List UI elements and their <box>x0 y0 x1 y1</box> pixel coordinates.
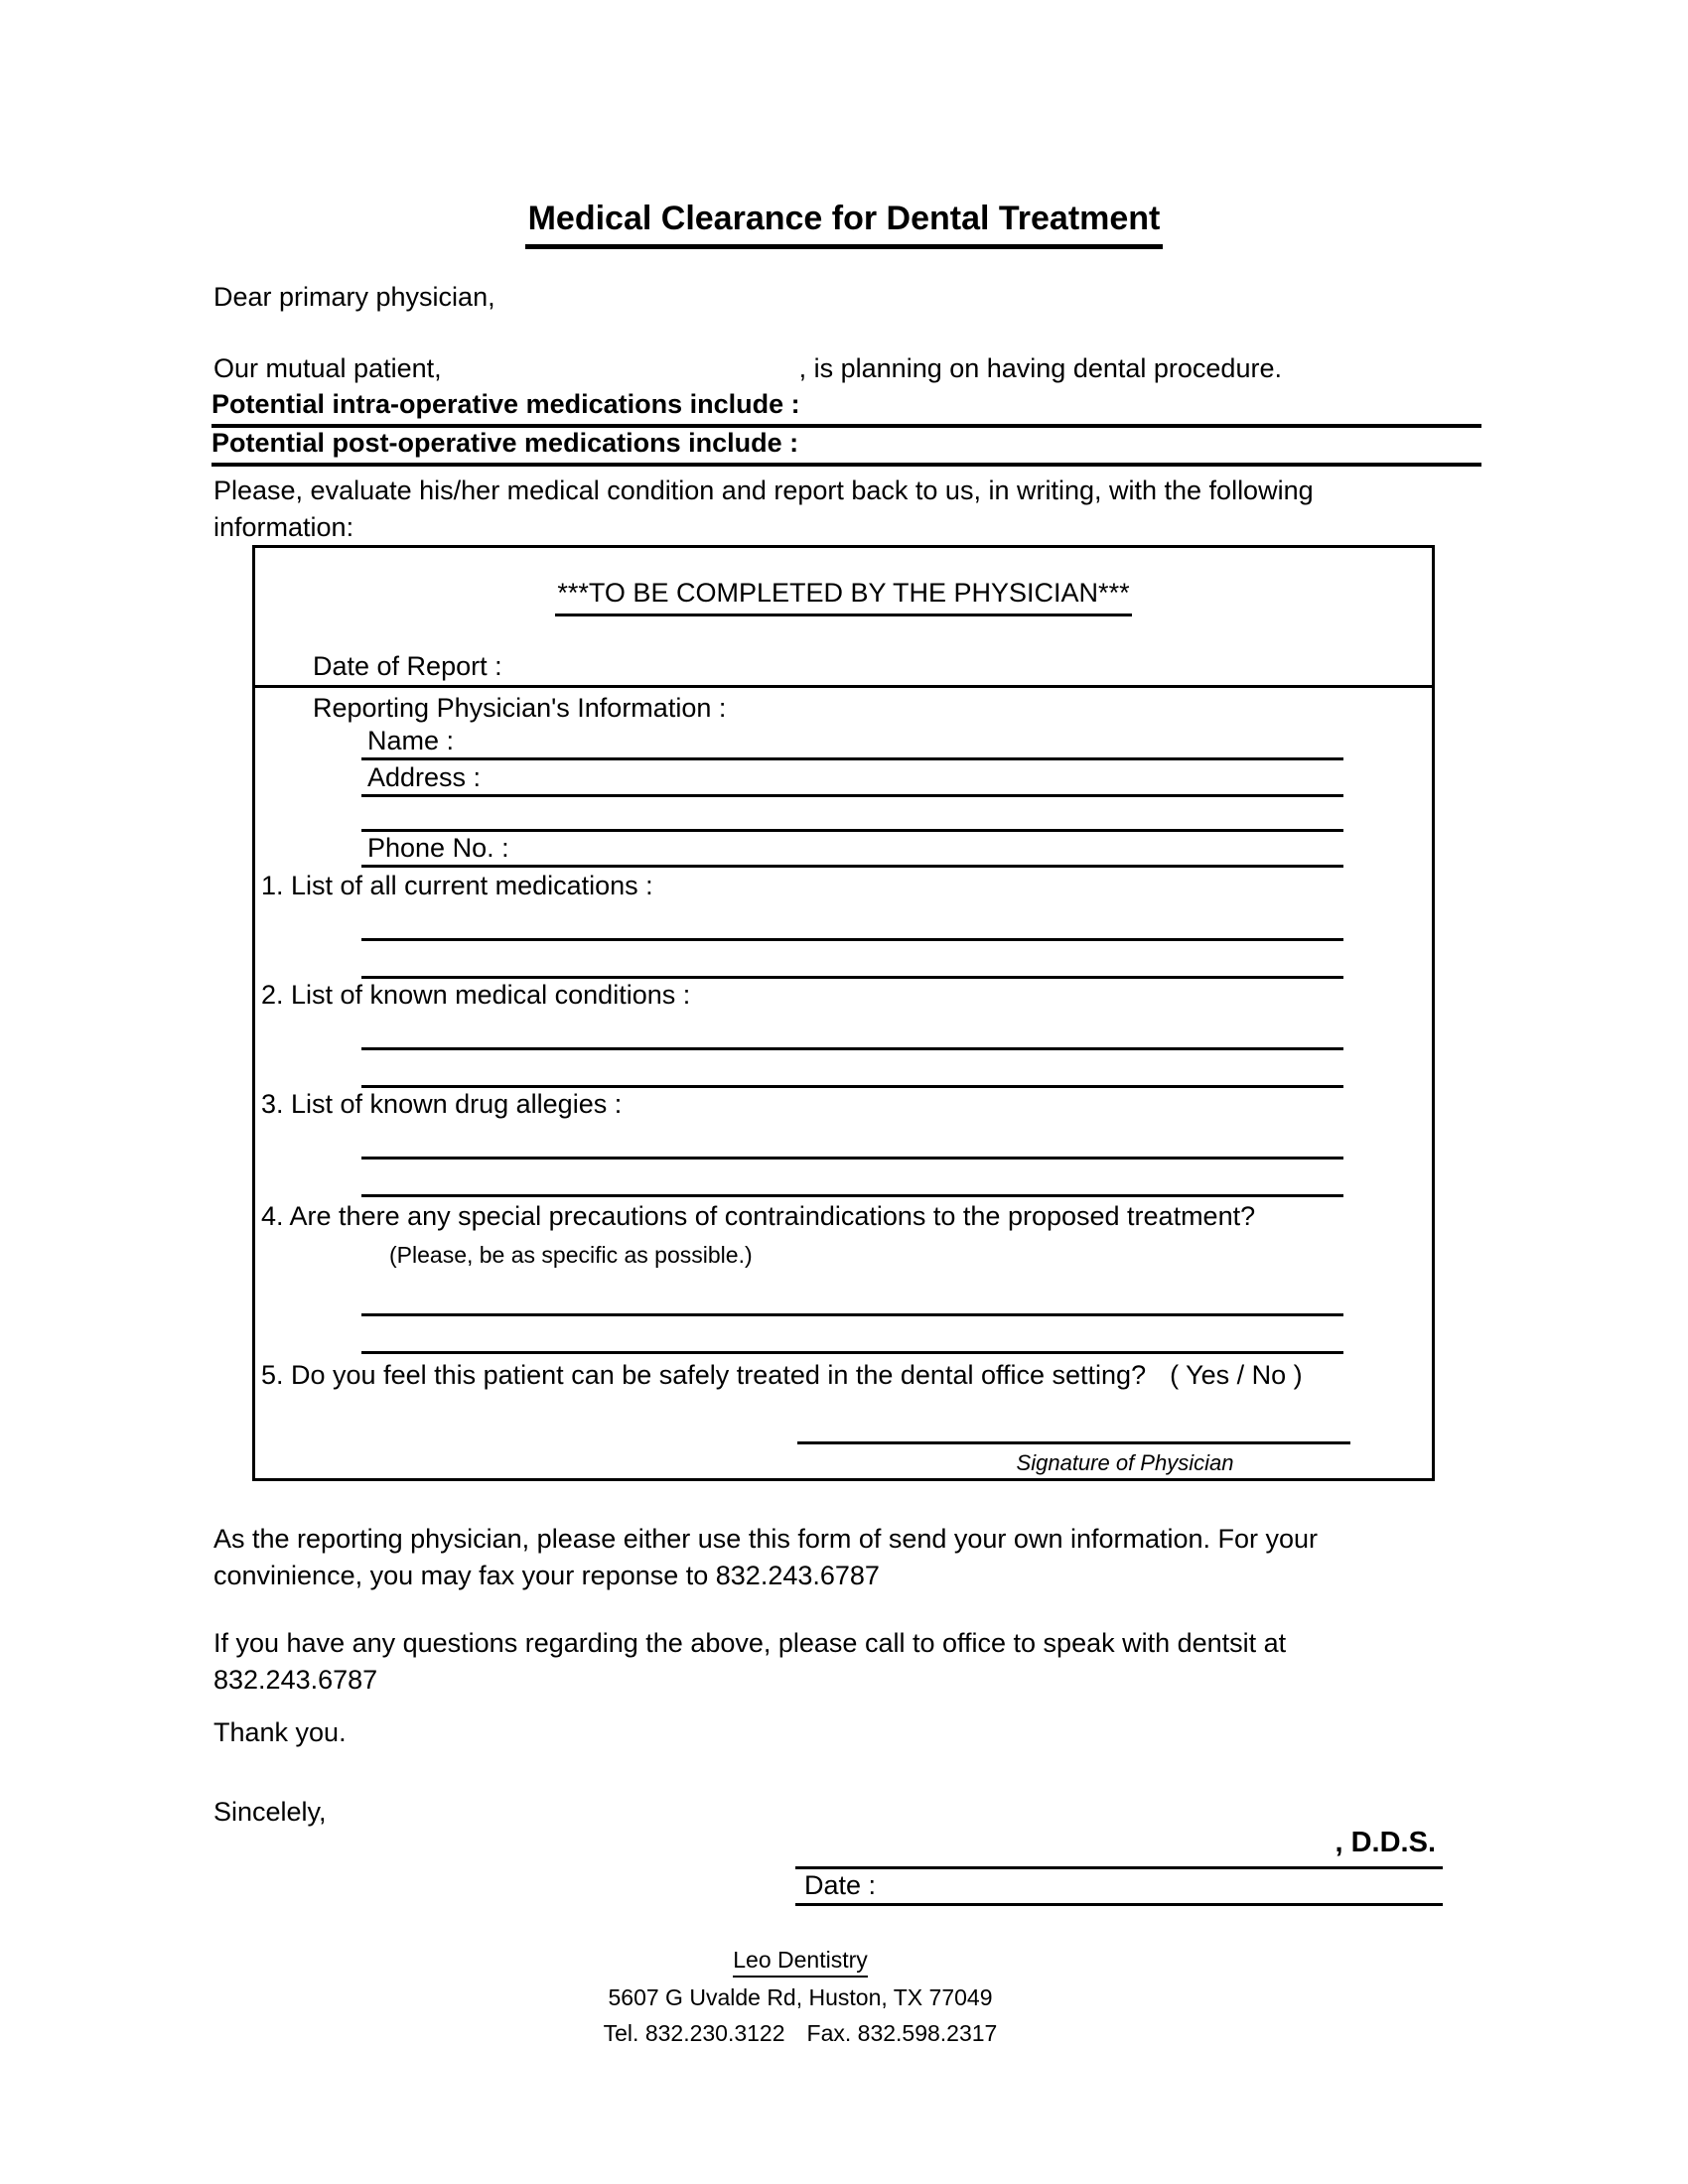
intra-operative-medications-row <box>211 389 1481 428</box>
practice-tel: Tel. 832.230.3122 <box>603 2020 785 2046</box>
item-1-current-medications: 1. List of all current medications : <box>261 871 653 900</box>
name-field-label: Name : <box>367 726 455 755</box>
box-separator-line <box>255 685 1432 688</box>
closing-paragraph-1-line-2: convinience, you may fax your reponse to 832.243.6787 <box>213 1561 880 1590</box>
box-heading: ***TO BE COMPLETED BY THE PHYSICIAN*** <box>555 578 1131 616</box>
item-5-question: 5. Do you feel this patient can be safely treated in the dental office setting? <box>261 1360 1147 1390</box>
phone-field-line <box>361 865 1343 868</box>
item-4-precautions: 4. Are there any special precautions of contraindications to the proposed treatment? <box>261 1201 1256 1231</box>
item-4-answer-line-1 <box>361 1313 1343 1316</box>
reporting-info-label: Reporting Physician's Information : <box>313 693 727 723</box>
item-4-note: (Please, be as specific as possible.) <box>389 1242 753 1268</box>
physician-signature-caption: Signature of Physician <box>1016 1450 1234 1475</box>
dentist-signature-line <box>795 1866 1443 1869</box>
box-heading-block <box>255 578 1432 616</box>
item-2-answer-line-2 <box>361 1085 1343 1088</box>
closing-paragraph-2-line-1: If you have any questions regarding the above, please call to office to speak with dentsit at <box>213 1628 1287 1658</box>
request-line-2: information: <box>213 512 354 542</box>
address-field-label: Address : <box>367 762 482 792</box>
item-2-medical-conditions: 2. List of known medical conditions : <box>261 980 691 1010</box>
salutation: Dear primary physician, <box>213 282 495 312</box>
intro-before-blank: Our mutual patient, <box>213 353 442 383</box>
address-field-line <box>361 794 1343 797</box>
practice-fax: Fax. 832.598.2317 <box>806 2020 998 2046</box>
signature-date-line <box>795 1903 1443 1906</box>
request-paragraph <box>213 473 1465 546</box>
practice-address: 5607 G Uvalde Rd, Huston, TX 77049 <box>608 1984 993 2010</box>
address-field-line-2 <box>361 829 1343 832</box>
name-field-line <box>361 757 1343 760</box>
intra-operative-medications-label: Potential intra-operative medications include : <box>211 389 800 419</box>
date-of-report-label: Date of Report : <box>313 651 502 681</box>
item-2-answer-line-1 <box>361 1047 1343 1050</box>
footer-practice-row <box>213 1947 1387 1978</box>
closing-paragraph-2-line-2: 832.243.6787 <box>213 1665 378 1695</box>
title-block <box>0 200 1688 249</box>
signature-date-label: Date : <box>804 1870 877 1900</box>
intro-sentence <box>213 353 1282 384</box>
physician-signature-line <box>797 1441 1350 1444</box>
closing-paragraph-1-line-1: As the reporting physician, please either use this form of send your own information. For your <box>213 1524 1319 1554</box>
page-title: Medical Clearance for Dental Treatment <box>525 200 1164 249</box>
item-3-answer-line-1 <box>361 1157 1343 1160</box>
request-line-1: Please, evaluate his/her medical condition and report back to us, in writing, with the following <box>213 476 1314 505</box>
item-1-answer-line-2 <box>361 976 1343 979</box>
closing-paragraph-1 <box>213 1521 1318 1594</box>
item-3-drug-allergies: 3. List of known drug allegies : <box>261 1089 623 1119</box>
item-4-answer-line-2 <box>361 1351 1343 1354</box>
item-3-answer-line-2 <box>361 1194 1343 1197</box>
post-operative-medications-label: Potential post-operative medications include : <box>211 428 799 458</box>
item-5-yes-no: ( Yes / No ) <box>1170 1360 1303 1390</box>
item-5-safe-treatment <box>261 1360 1303 1391</box>
item-1-answer-line-1 <box>361 938 1343 941</box>
phone-field-label: Phone No. : <box>367 833 509 863</box>
sign-off-text: Sincelely, <box>213 1797 327 1827</box>
practice-phone-row <box>213 2020 1387 2047</box>
thank-you-text: Thank you. <box>213 1717 347 1747</box>
closing-paragraph-2 <box>213 1625 1286 1699</box>
dds-credential: , D.D.S. <box>1335 1827 1436 1858</box>
intro-after-blank: , is planning on having dental procedure. <box>798 353 1282 383</box>
practice-name: Leo Dentistry <box>733 1947 868 1978</box>
physician-section-box <box>252 545 1435 1481</box>
post-operative-medications-row <box>211 428 1481 467</box>
